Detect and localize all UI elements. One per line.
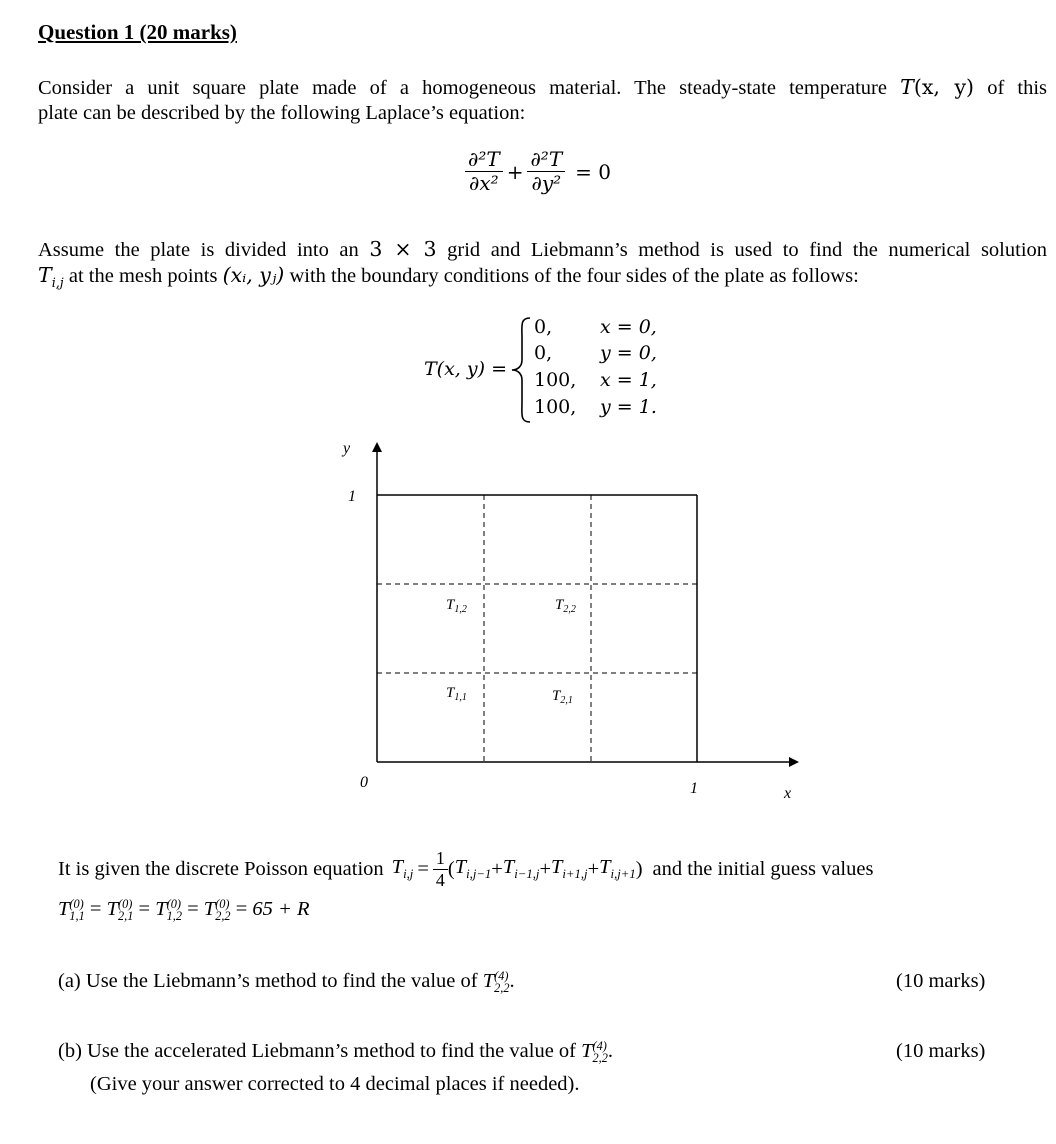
poisson-lhs: $T_{i,j}$ xyxy=(391,856,414,882)
part-a-end: . xyxy=(509,970,515,992)
bc-condition-4: y = 1. xyxy=(600,396,657,418)
guess-term-2: T (0) 2,1 xyxy=(106,897,134,924)
node-T11: $T_{1,1}$ xyxy=(446,685,467,703)
intro-text: Consider a unit square plate made of a homogeneous material. The steady-state temperature xyxy=(38,77,887,99)
node-T21: $T_{2,1}$ xyxy=(552,688,573,706)
bc-condition-1: x = 0, xyxy=(600,316,657,338)
poisson-text-before: It is given the discrete Poisson equation xyxy=(58,857,384,880)
question-title: Question 1 (20 marks) xyxy=(38,20,237,44)
temperature-function: T(x, y) xyxy=(900,75,975,99)
node-T22: $T_{2,2}$ xyxy=(555,597,576,615)
part-b-end: . xyxy=(607,1040,614,1062)
bc-value-1: 0, xyxy=(534,316,553,338)
close-paren: ) xyxy=(635,857,643,880)
initial-guess-line xyxy=(58,898,309,923)
x-axis-label: x xyxy=(784,785,792,802)
node-T12: $T_{1,2}$ xyxy=(446,597,467,615)
tij-symbol: $T_{i,j}$ xyxy=(38,263,64,291)
part-a-label: (a) xyxy=(58,970,81,992)
intro-text-end: of this xyxy=(987,77,1048,99)
poisson-text-after: and the initial guess values xyxy=(652,857,874,880)
bc-value-3: 100, xyxy=(534,369,577,391)
term-2: $T_{i-1,j}$ xyxy=(502,856,540,882)
y-tick-1: 1 xyxy=(348,488,356,505)
poisson-equals: = xyxy=(417,857,429,880)
part-a-target: T (4) 2,2 xyxy=(482,969,510,996)
part-b-marks: (10 marks) xyxy=(896,1040,986,1062)
part-a xyxy=(58,970,515,995)
assume-text-a: Assume the plate is divided into an xyxy=(38,239,359,261)
part-a-text: Use the Liebmann’s method to find the value of xyxy=(85,970,478,992)
guess-eq-3: = xyxy=(187,898,199,920)
mesh-point: (xᵢ, yⱼ) xyxy=(222,263,285,287)
guess-eq-1: = xyxy=(89,898,102,920)
assume-text-d: with the boundary conditions of the four sides of the plate as follows: xyxy=(289,265,859,287)
equals-zero: = 0 xyxy=(575,159,612,184)
part-b-label: (b) xyxy=(58,1040,82,1062)
guess-eq-4: = xyxy=(235,898,248,920)
guess-eq-2: = xyxy=(138,898,151,920)
assume-text-b: grid and Liebmann’s method is used to find the numerical solution xyxy=(447,239,1048,261)
d2T-dy2-fraction: $\frac{\text{∂²T}}{\text{∂y²}}$ xyxy=(527,148,565,195)
grid-size: 3 × 3 xyxy=(369,237,437,261)
guess-term-1: T (0) 1,1 xyxy=(58,897,85,924)
part-b-target: T (4) 2,2 xyxy=(581,1039,608,1066)
origin-label: 0 xyxy=(360,774,368,791)
guess-term-3: T (0) 1,2 xyxy=(155,897,182,924)
plus-2: + xyxy=(539,857,551,880)
term-1: $T_{i,j-1}$ xyxy=(454,856,492,882)
guess-value: 65 + R xyxy=(252,898,310,920)
poisson-equation-line xyxy=(58,848,873,890)
part-a-marks: (10 marks) xyxy=(896,970,986,992)
x-tick-1: 1 xyxy=(690,780,698,797)
d2T-dx2-fraction: $\frac{\text{∂²T}}{\text{∂x²}}$ xyxy=(465,148,503,195)
term-4: $T_{i,j+1}$ xyxy=(599,856,636,882)
plus-operator: + xyxy=(506,159,524,184)
boundary-lhs: T(x, y) = xyxy=(424,358,507,380)
y-axis-label: y xyxy=(343,440,351,457)
part-b xyxy=(58,1040,613,1065)
quarter-fraction: $\frac{1}{4}$ xyxy=(433,848,448,890)
assume-text-c: at the mesh points xyxy=(68,265,218,287)
bc-condition-3: x = 1, xyxy=(600,369,657,391)
part-b-text: Use the accelerated Liebmann’s method to find the value of xyxy=(87,1040,576,1062)
bc-condition-2: y = 0, xyxy=(600,342,657,364)
intro-line-2: plate can be described by the following Laplace’s equation: xyxy=(38,102,526,124)
open-paren: ( xyxy=(447,857,455,880)
term-3: $T_{i+1,j}$ xyxy=(551,856,588,882)
part-b-note: (Give your answer corrected to 4 decimal places if needed). xyxy=(90,1073,580,1095)
plus-3: + xyxy=(587,857,600,880)
guess-term-4: T (0) 2,2 xyxy=(203,897,231,924)
bc-value-4: 100, xyxy=(534,396,577,418)
bc-value-2: 0, xyxy=(534,342,553,364)
plus-1: + xyxy=(491,857,503,880)
